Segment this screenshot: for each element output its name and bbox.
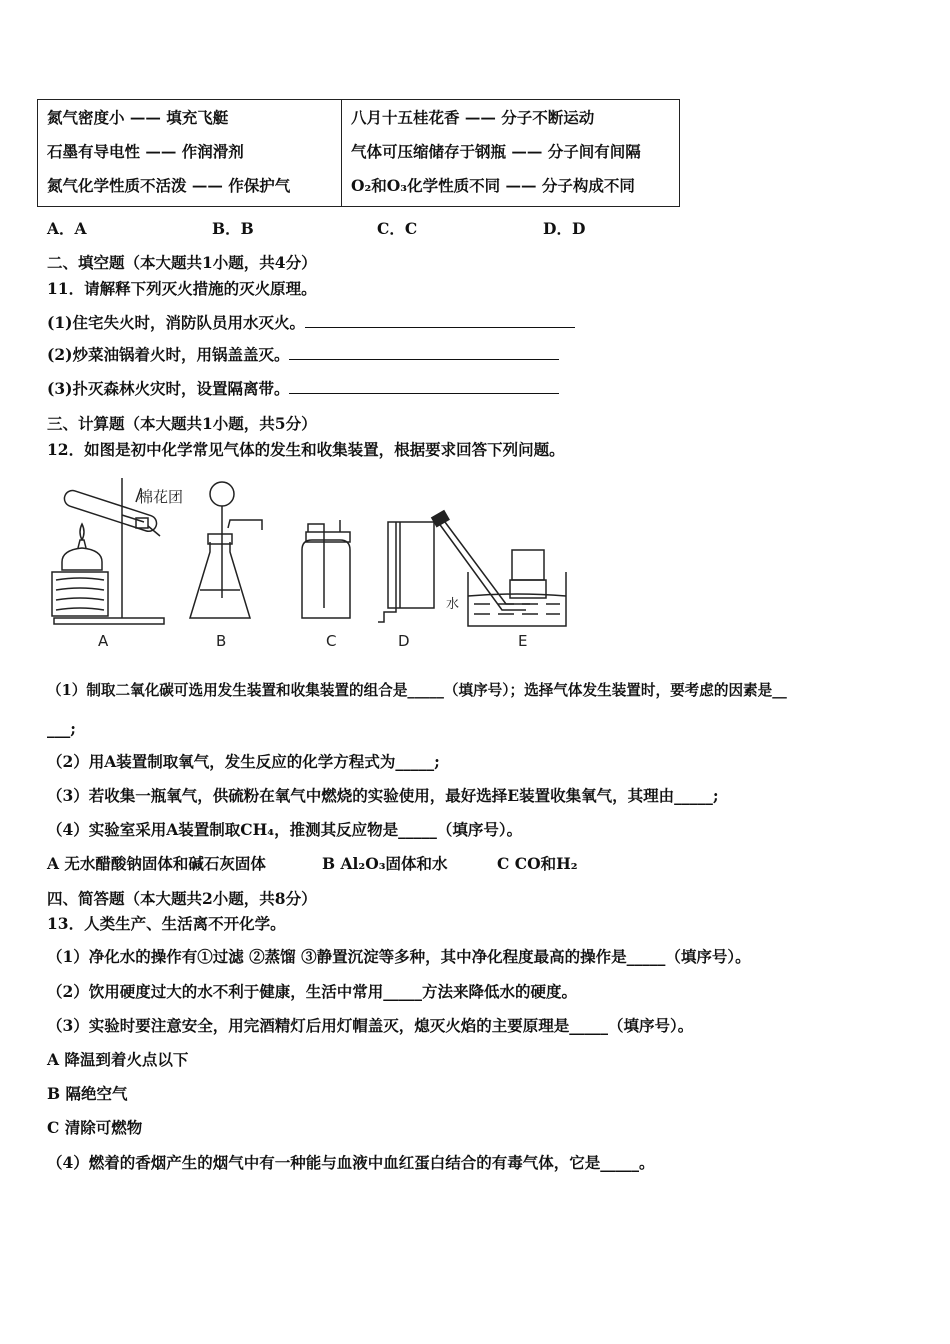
q13-part-4: （4）燃着的香烟产生的烟气中有一种能与血液中血红蛋白结合的有毒气体，它是_____。 [47, 1153, 655, 1172]
q11-item-3-text: (3)扑灭森林火灾时，设置隔离带。 [47, 379, 290, 398]
figure-label-a: A [98, 632, 109, 650]
q12-stem: 12．如图是初中化学常见气体的发生和收集装置，根据要求回答下列问题。 [47, 440, 565, 459]
q10-option-c: C．C [377, 219, 418, 238]
cotton-label: 棉花团 [138, 488, 184, 506]
q12-part-1b: ___; [47, 719, 76, 738]
q13-option-b: B 隔绝空气 [47, 1084, 128, 1103]
table-cell: O₂和O₃化学性质不同 —— 分子构成不同 [351, 176, 635, 195]
q11-item-2-text: (2)炒菜油锅着火时，用锅盖盖灭。 [47, 345, 290, 364]
q12-option-c: C CO和H₂ [497, 854, 578, 873]
q12-part-2: （2）用A装置制取氧气，发生反应的化学方程式为_____; [47, 752, 440, 771]
answer-blank[interactable] [289, 379, 559, 394]
collecting-bottle [512, 550, 544, 580]
table-col-right [342, 100, 680, 207]
q13-option-c: C 清除可燃物 [47, 1118, 143, 1137]
inverted-bottle [388, 522, 434, 608]
conical-flask [190, 542, 250, 618]
q13-part-2: （2）饮用硬度过大的水不利于健康，生活中常用_____方法来降低水的硬度。 [47, 982, 578, 1001]
funnel [210, 482, 234, 506]
flask-stopper [208, 534, 232, 544]
table-cell: 氮气化学性质不活泼 —— 作保护气 [47, 176, 291, 195]
gas-bottle [302, 540, 350, 618]
answer-blank[interactable] [289, 345, 559, 360]
q13-part-3: （3）实验时要注意安全，用完酒精灯后用灯帽盖灭，熄灭火焰的主要原理是_____（填序号）。 [47, 1016, 694, 1035]
table-cell: 氮气密度小 —— 填充飞艇 [47, 108, 229, 127]
alcohol-lamp [62, 548, 102, 570]
answer-blank[interactable] [305, 313, 575, 328]
figure-label-b: B [216, 632, 227, 650]
section-heading-3: 三、计算题（本大题共1小题，共5分） [47, 414, 317, 433]
q12-option-b: B Al₂O₃固体和水 [322, 854, 448, 873]
apparatus-figure [40, 470, 580, 655]
figure-label-e: E [518, 632, 528, 650]
q10-option-d: D．D [543, 219, 586, 238]
figure-label-c: C [326, 632, 337, 650]
q13-stem: 13．人类生产、生活离不开化学。 [47, 914, 286, 933]
water-label: 水 [446, 597, 460, 612]
q10-option-b: B．B [212, 219, 254, 238]
q11-item-1-text: (1)住宅失火时，消防队员用水灭火。 [47, 313, 305, 332]
q11-item-3 [47, 379, 559, 399]
q10-option-a: A．A [47, 219, 87, 238]
table-col-left [38, 100, 342, 207]
table-cell: 石墨有导电性 —— 作润滑剂 [47, 142, 244, 161]
section-heading-2: 二、填空题（本大题共1小题，共4分） [47, 253, 317, 272]
table-cell: 气体可压缩储存于钢瓶 —— 分子间有间隔 [351, 142, 641, 161]
q11-item-2 [47, 345, 559, 365]
table-cell: 八月十五桂花香 —— 分子不断运动 [351, 108, 595, 127]
q13-option-a: A 降温到着火点以下 [47, 1050, 189, 1069]
q11-stem: 11．请解释下列灭火措施的灭火原理。 [47, 279, 317, 298]
figure-label-d: D [398, 632, 410, 650]
q13-part-1: （1）净化水的操作有①过滤 ②蒸馏 ③静置沉淀等多种，其中净化程度最高的操作是_____（填序号）。 [47, 947, 751, 966]
q12-option-a: A 无水醋酸钠固体和碱石灰固体 [47, 854, 266, 873]
section-heading-4: 四、简答题（本大题共2小题，共8分） [47, 889, 317, 908]
q11-item-1 [47, 313, 575, 333]
q12-part-1a: （1）制取二氧化碳可选用发生装置和收集装置的组合是_____（填序号）；选择气体发生装置时，要考虑的因素是__ [47, 682, 787, 699]
q12-part-4: （4）实验室采用A装置制取CH₄，推测其反应物是_____（填序号）。 [47, 820, 523, 839]
stand-base [54, 618, 164, 624]
q12-part-3: （3）若收集一瓶氧气，供硫粉在氧气中燃烧的实验使用，最好选择E装置收集氧气，其理由_____; [47, 786, 719, 805]
answer-table [37, 99, 680, 207]
